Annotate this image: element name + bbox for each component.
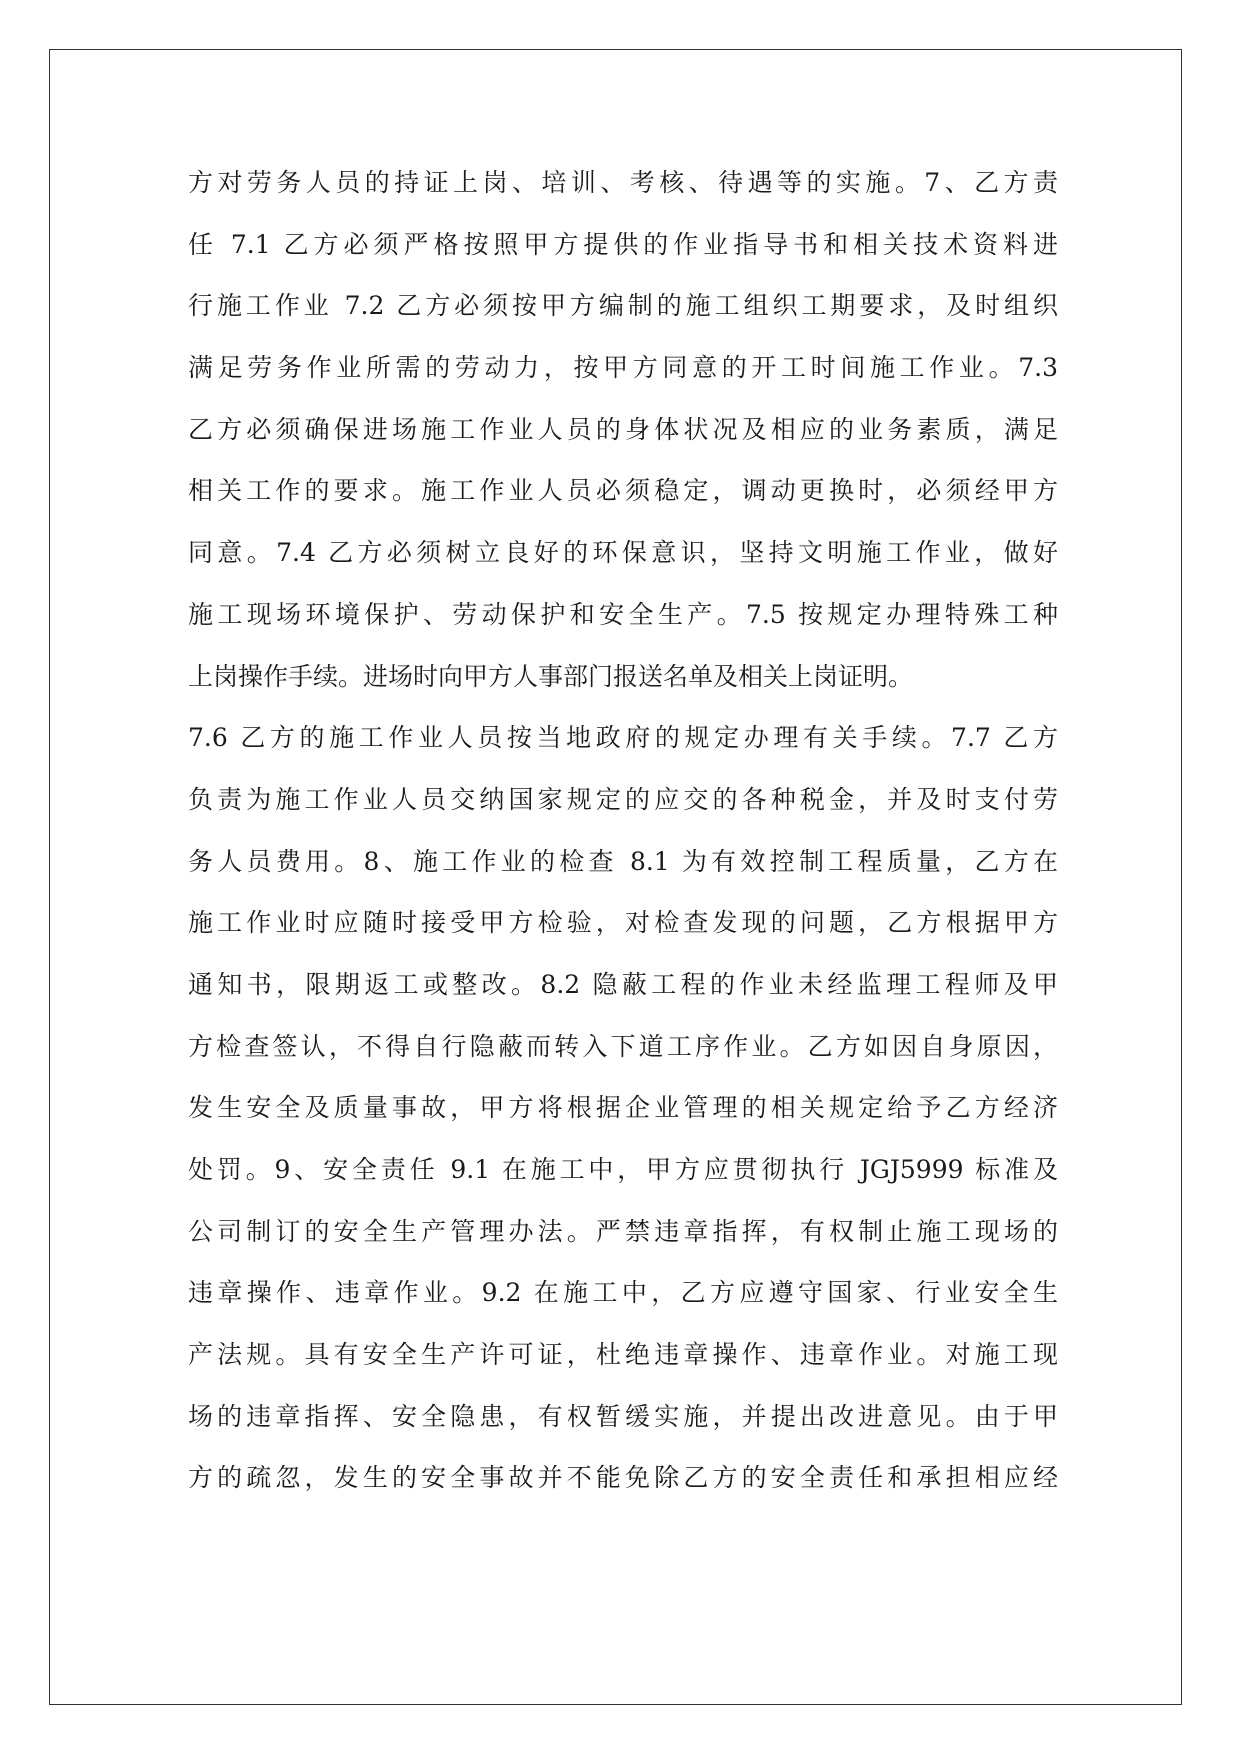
text-line: 乙方必须确保进场施工作业人员的身体状况及相应的业务素质，满足 <box>188 414 1058 444</box>
text-line: 违章操作、违章作业。9.2 在施工中，乙方应遵守国家、行业安全生 <box>188 1278 1058 1308</box>
text-line: 上岗操作手续。进场时向甲方人事部门报送名单及相关上岗证明。 <box>188 661 914 691</box>
text-line: 务人员费用。8、施工作业的检查 8.1 为有效控制工程质量，乙方在 <box>188 846 1058 876</box>
text-line: 满足劳务作业所需的劳动力，按甲方同意的开工时间施工作业。7.3 <box>188 353 1058 383</box>
text-line: 场的违章指挥、安全隐患，有权暂缓实施，并提出改进意见。由于甲 <box>188 1401 1058 1431</box>
text-line: 产法规。具有安全生产许可证，杜绝违章操作、违章作业。对施工现 <box>188 1340 1058 1370</box>
text-line: 负责为施工作业人员交纳国家规定的应交的各种税金，并及时支付劳 <box>188 784 1058 814</box>
text-line: 施工现场环境保护、劳动保护和安全生产。7.5 按规定办理特殊工种 <box>188 599 1058 629</box>
text-line: 施工作业时应随时接受甲方检验，对检查发现的问题，乙方根据甲方 <box>188 908 1058 938</box>
text-line: 任 7.1 乙方必须严格按照甲方提供的作业指导书和相关技术资料进 <box>188 229 1058 259</box>
text-line: 发生安全及质量事故，甲方将根据企业管理的相关规定给予乙方经济 <box>188 1093 1058 1123</box>
document-body <box>188 152 1058 1509</box>
text-line: 处罚。9、安全责任 9.1 在施工中，甲方应贯彻执行 JGJ5999 标准及 <box>188 1155 1058 1184</box>
text-line: 通知书，限期返工或整改。8.2 隐蔽工程的作业未经监理工程师及甲 <box>188 969 1058 999</box>
text-line: 相关工作的要求。施工作业人员必须稳定，调动更换时，必须经甲方 <box>188 476 1058 506</box>
text-line: 同意。7.4 乙方必须树立良好的环保意识，坚持文明施工作业，做好 <box>188 538 1058 568</box>
text-line: 行施工作业 7.2 乙方必须按甲方编制的施工组织工期要求，及时组织 <box>188 291 1058 321</box>
text-line: 公司制订的安全生产管理办法。严禁违章指挥，有权制止施工现场的 <box>188 1216 1058 1246</box>
text-line: 方检查签认，不得自行隐蔽而转入下道工序作业。乙方如因自身原因， <box>188 1031 1058 1061</box>
text-line: 方对劳务人员的持证上岗、培训、考核、待遇等的实施。7、乙方责 <box>188 168 1058 197</box>
text-line: 7.6 乙方的施工作业人员按当地政府的规定办理有关手续。7.7 乙方 <box>188 723 1058 753</box>
text-line: 方的疏忽，发生的安全事故并不能免除乙方的安全责任和承担相应经 <box>188 1463 1058 1493</box>
